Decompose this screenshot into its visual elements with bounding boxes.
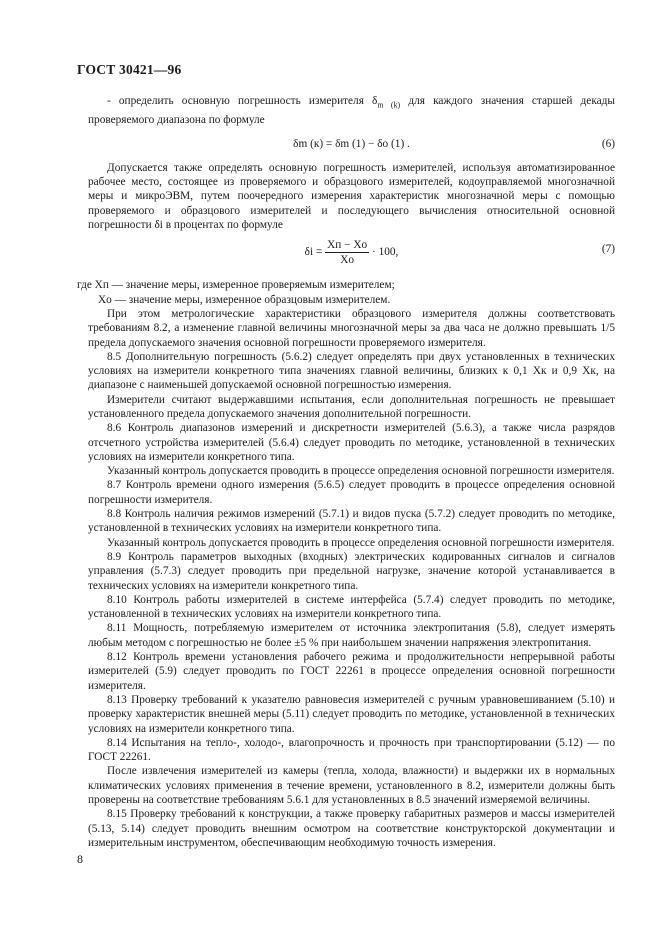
document-header: ГОСТ 30421—96 bbox=[77, 62, 182, 77]
intro-sub: m (k) bbox=[377, 100, 401, 110]
paragraph: 8.7 Контроль времени одного измерения (5.6.5) следует проводить в процессе определения основной погрешности измерителя. bbox=[88, 479, 615, 506]
paragraph: 8.9 Контроль параметров выходных (входных) электрических кодированных сигналов и сигналов управления (5.7.3) следует проводить при предельной нагрузке, значение которой устанавливается в технических условиях на измерители конкретного типа. bbox=[88, 550, 615, 592]
formula-7-numerator: Xп − Xо bbox=[327, 239, 368, 252]
formula-7-number: (7) bbox=[601, 243, 615, 256]
formula-7 bbox=[88, 234, 615, 276]
document-body bbox=[77, 94, 615, 850]
paragraph: 8.13 Проверку требований к указателю равновесия измерителей с ручным уравновешиванием (5.10) и проверку характеристик внешней меры (5.11) следует проводить по методике, установленной в технических условиях на измерители конкретного типа. bbox=[88, 693, 615, 735]
page-number: 8 bbox=[77, 852, 83, 866]
paragraph: 8.11 Мощность, потребляемую измерителем от источника электропитания (5.8), следует измерять любым методом с погрешностью не более ±5 % при наибольшем значении напряжения электропитания. bbox=[88, 622, 615, 649]
paragraph: 8.12 Контроль времени установления рабочего режима и продолжительности непрерывной работы измерителей (5.9) следует проводить по ГОСТ 22261 в процессе определения основной погрешности измерителя. bbox=[88, 651, 615, 692]
intro-text: - определить основную погрешность измерителя δ bbox=[107, 95, 378, 107]
formula-6-number: (6) bbox=[601, 137, 615, 150]
paragraph: После извлечения измерителей из камеры (тепла, холода, влажности) и выдержки их в нормальных климатических условиях применения в течение времени, установленного в 8.2, измерители должны быть проверены на соответствие требованиям 5.6.1 для установленных в 8.5 значений измеряемой величины. bbox=[88, 765, 615, 807]
paragraph: Указанный контроль допускается проводить в процессе определения основной погрешности измерителя. bbox=[107, 536, 615, 549]
paragraph-list bbox=[88, 307, 615, 850]
where-line-2: Xо — значение меры, измеренное образцовым измерителем. bbox=[98, 293, 391, 306]
formula-7-denominator: Xо bbox=[340, 254, 355, 267]
paragraph-arm: Допускается также определять основную погрешность измерителей, используя автоматизированное рабочее место, состоящее из проверяемого и образцового измерителей, кодоуправляемой многозначной меры и микроЭВМ, путем поочередного измерения характеристик многозначной меры с помощью проверяемого и образцового измерителей и последующего вычисления относительной основной погрешности δі в процентах по формуле bbox=[88, 161, 615, 232]
paragraph: При этом метрологические характеристики образцового измерителя должны соответствовать требованиям 8.2, а изменение главной величины многозначной меры за два часа не должно превышать 1/5 предела допускаемого значения основной погрешности проверяемого измерителя. bbox=[88, 307, 615, 349]
paragraph: Указанный контроль допускается проводить в процессе определения основной погрешности измерителя. bbox=[107, 465, 615, 478]
paragraph: 8.14 Испытания на тепло-, холодо-, влагопрочность и прочность при транспортировании (5.12) — по ГОСТ 22261. bbox=[88, 736, 615, 764]
paragraph-intro bbox=[88, 94, 615, 127]
paragraph: 8.10 Контроль работы измерителей в системе интерфейса (5.7.4) следует проводить по методике, установленной в технических условиях на измерители конкретного типа. bbox=[88, 593, 615, 621]
paragraph: 8.15 Проверку требований к конструкции, а также проверку габаритных размеров и массы измерителей (5.13, 5.14) следует проводить внешним осмотром на соответствие конструкторской документации и измерительным инструментом, обеспечивающим необходимую точность измерения. bbox=[88, 808, 615, 849]
where-line-1: где Xп — значение меры, измеренное проверяемым измерителем; bbox=[77, 279, 395, 292]
formula-6-expression: δm (к) = δm (1) − δо (1) . bbox=[293, 137, 410, 150]
formula-7-fraction bbox=[325, 238, 369, 267]
formula-7-expression bbox=[88, 238, 615, 267]
formula-7-tail: · 100, bbox=[372, 246, 399, 259]
formula-6 bbox=[88, 129, 615, 159]
paragraph: 8.5 Дополнительную погрешность (5.6.2) следует определять при двух установленных в технических условиях на измерители конкретного типа значениях главной величины, близких к 0,1 Хк и 0,9 Хк, на диапазоне с наименьшей допускаемой основной погрешностью измерения. bbox=[88, 350, 615, 392]
paragraph: 8.6 Контроль диапазонов измерений и дискретности измерителей (5.6.3), а также числа разрядов отсчетного устройства измерителей (5.6.4) следует проводить по методике, установленной в технических условиях на измерители конкретного типа. bbox=[88, 422, 615, 463]
paragraph: 8.8 Контроль наличия режимов измерений (5.7.1) и видов пуска (5.7.2) следует проводить по методике, установленной в технических условиях на измерители конкретного типа. bbox=[88, 508, 615, 535]
formula-7-lhs: δі = bbox=[304, 246, 323, 259]
intro-tail: для каждого значения старшей декады проверяемого диапазона по формуле bbox=[88, 95, 615, 126]
paragraph: Измерители считают выдержавшими испытания, если дополнительная погрешность не превышает установленного предела допускаемого значения дополнительной погрешности. bbox=[88, 393, 615, 420]
